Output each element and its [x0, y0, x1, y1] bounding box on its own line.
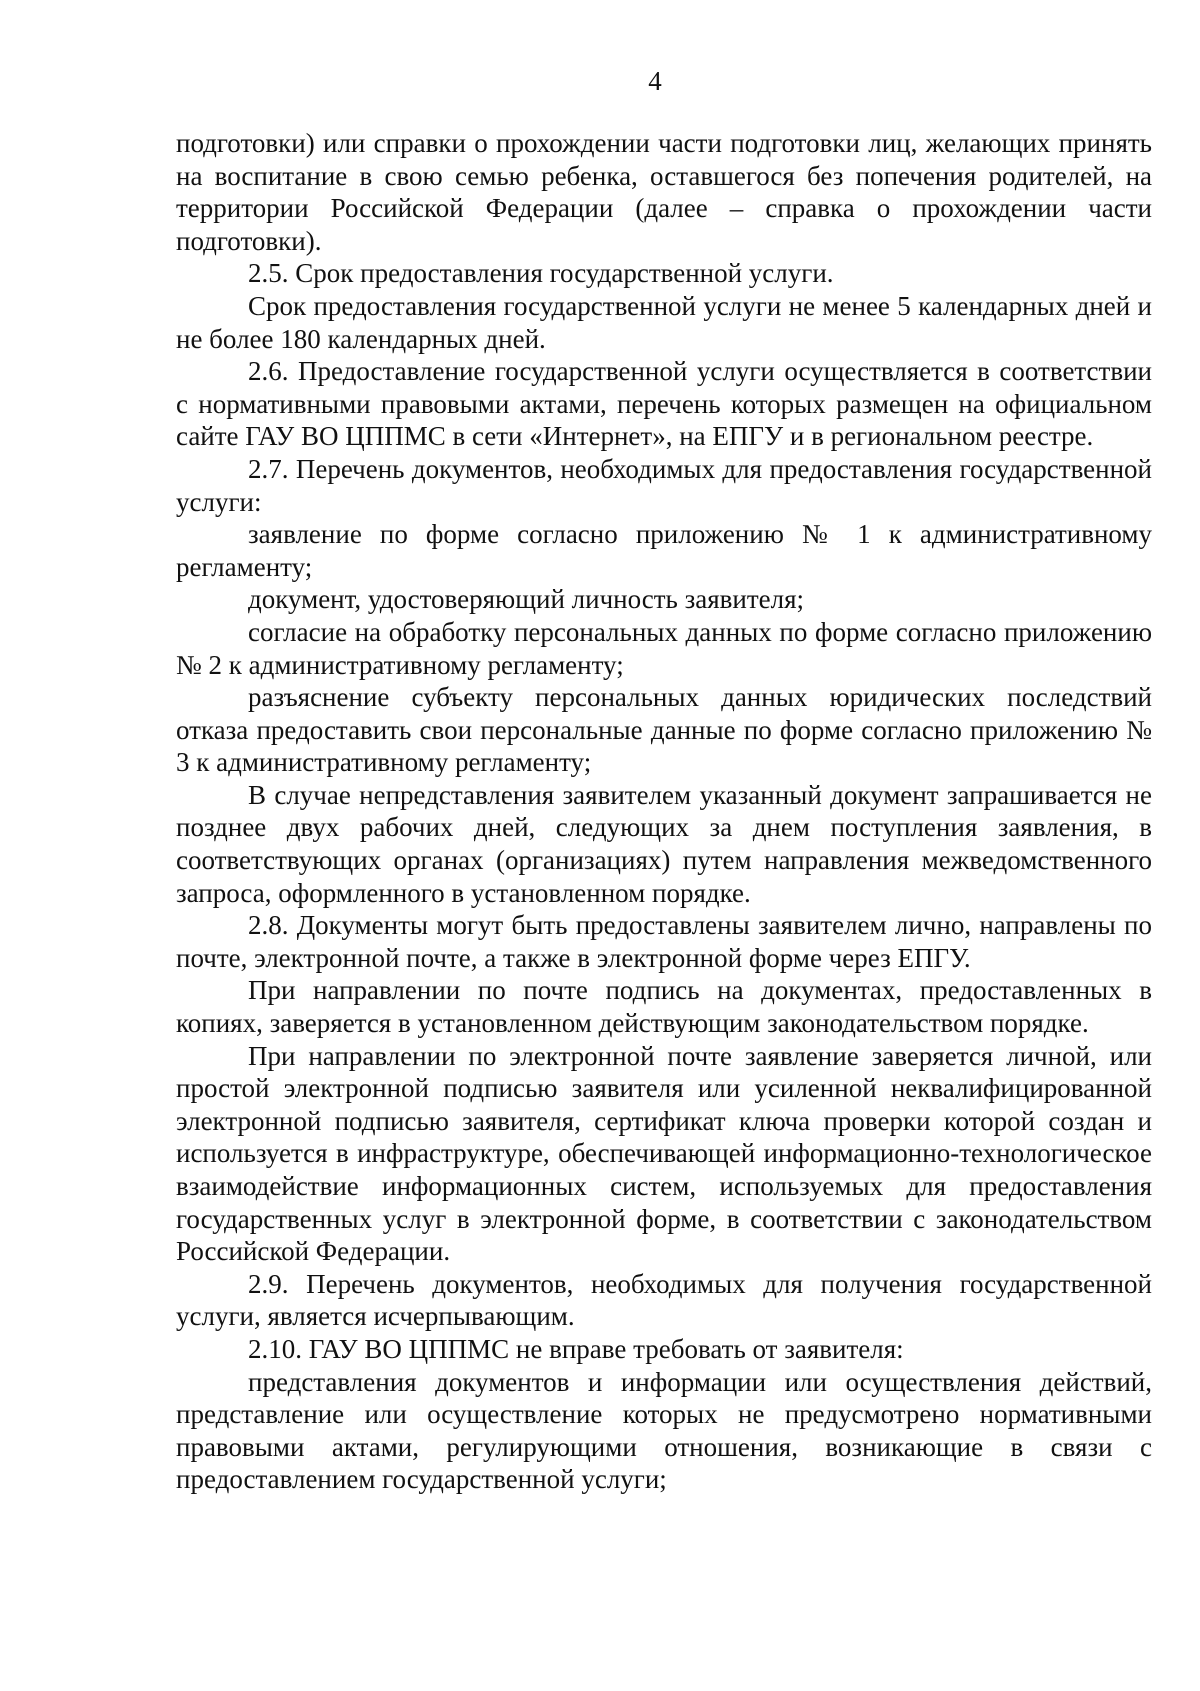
list-item-application: заявление по форме согласно приложению № 1 к административному регламенту;	[176, 519, 1152, 582]
paragraph-continuation: подготовки) или справки о прохождении части подготовки лиц, желающих принять на воспитание в свою семью ребенка, оставшегося без попечения родителей, на территории Российской Федерации (далее – справка о прохождении части подготовки).	[176, 128, 1152, 256]
paragraph-service-term: Срок предоставления государственной услуги не менее 5 календарных дней и не более 180 календарных дней.	[176, 290, 1152, 354]
document-body	[176, 127, 1152, 1496]
list-item-identity-document: документ, удостоверяющий личность заявителя;	[248, 584, 805, 615]
list-item-prohibited-requirements: представления документов и информации или осуществления действий, представление или осуществление которых не предусмотрено нормативными правовыми актами, регулирующими отношения, возникающие в связи с предоставлением государственной услуги;	[176, 1366, 1152, 1495]
list-item-consent: согласие на обработку персональных данных по форме согласно приложению № 2 к административному регламенту;	[176, 616, 1152, 680]
paragraph-interagency-request: В случае непредставления заявителем указанный документ запрашивается не позднее двух рабочих дней, следующих за днем поступления заявления, в соответствующих органах (организациях) путем направления межведомственного запроса, оформленного в установленном порядке.	[176, 779, 1152, 908]
paragraph-2-6: 2.6. Предоставление государственной услуги осуществляется в соответствии с нормативными правовыми актами, перечень которых размещен на официальном сайте ГАУ ВО ЦППМС в сети «Интернет», на ЕПГУ и в региональном реестре.	[176, 356, 1152, 452]
list-item-explanation: разъяснение субъекту персональных данных юридических последствий отказа предоставить свои персональные данные по форме согласно приложению № 3 к административному регламенту;	[176, 682, 1152, 778]
paragraph-2-7: 2.7. Перечень документов, необходимых для предоставления государственной услуги:	[176, 453, 1152, 517]
paragraph-2-10: 2.10. ГАУ ВО ЦППМС не вправе требовать от заявителя:	[248, 1333, 904, 1364]
paragraph-postal-signature: При направлении по почте подпись на документах, предоставленных в копиях, заверяется в установленном действующим законодательством порядке.	[176, 975, 1152, 1039]
paragraph-2-8: 2.8. Документы могут быть предоставлены заявителем лично, направлены по почте, электронной почте, а также в электронной форме через ЕПГУ.	[176, 910, 1152, 973]
page-number: 4	[648, 66, 662, 96]
paragraph-2-5-heading: 2.5. Срок предоставления государственной услуги.	[248, 258, 834, 289]
paragraph-electronic-signature: При направлении по электронной почте заявление заверяется личной, или простой электронной подписью заявителя или усиленной неквалифицированной электронной подписью заявителя, сертификат ключа проверки которой создан и используется в инфраструктуре, обеспечивающей информационно-технологическое взаимодействие информационных систем, используемых для предоставления государственных услуг в электронной форме, в соответствии с законодательством Российской Федерации.	[176, 1040, 1152, 1267]
paragraph-2-9: 2.9. Перечень документов, необходимых для получения государственной услуги, является исчерпывающим.	[176, 1268, 1152, 1332]
